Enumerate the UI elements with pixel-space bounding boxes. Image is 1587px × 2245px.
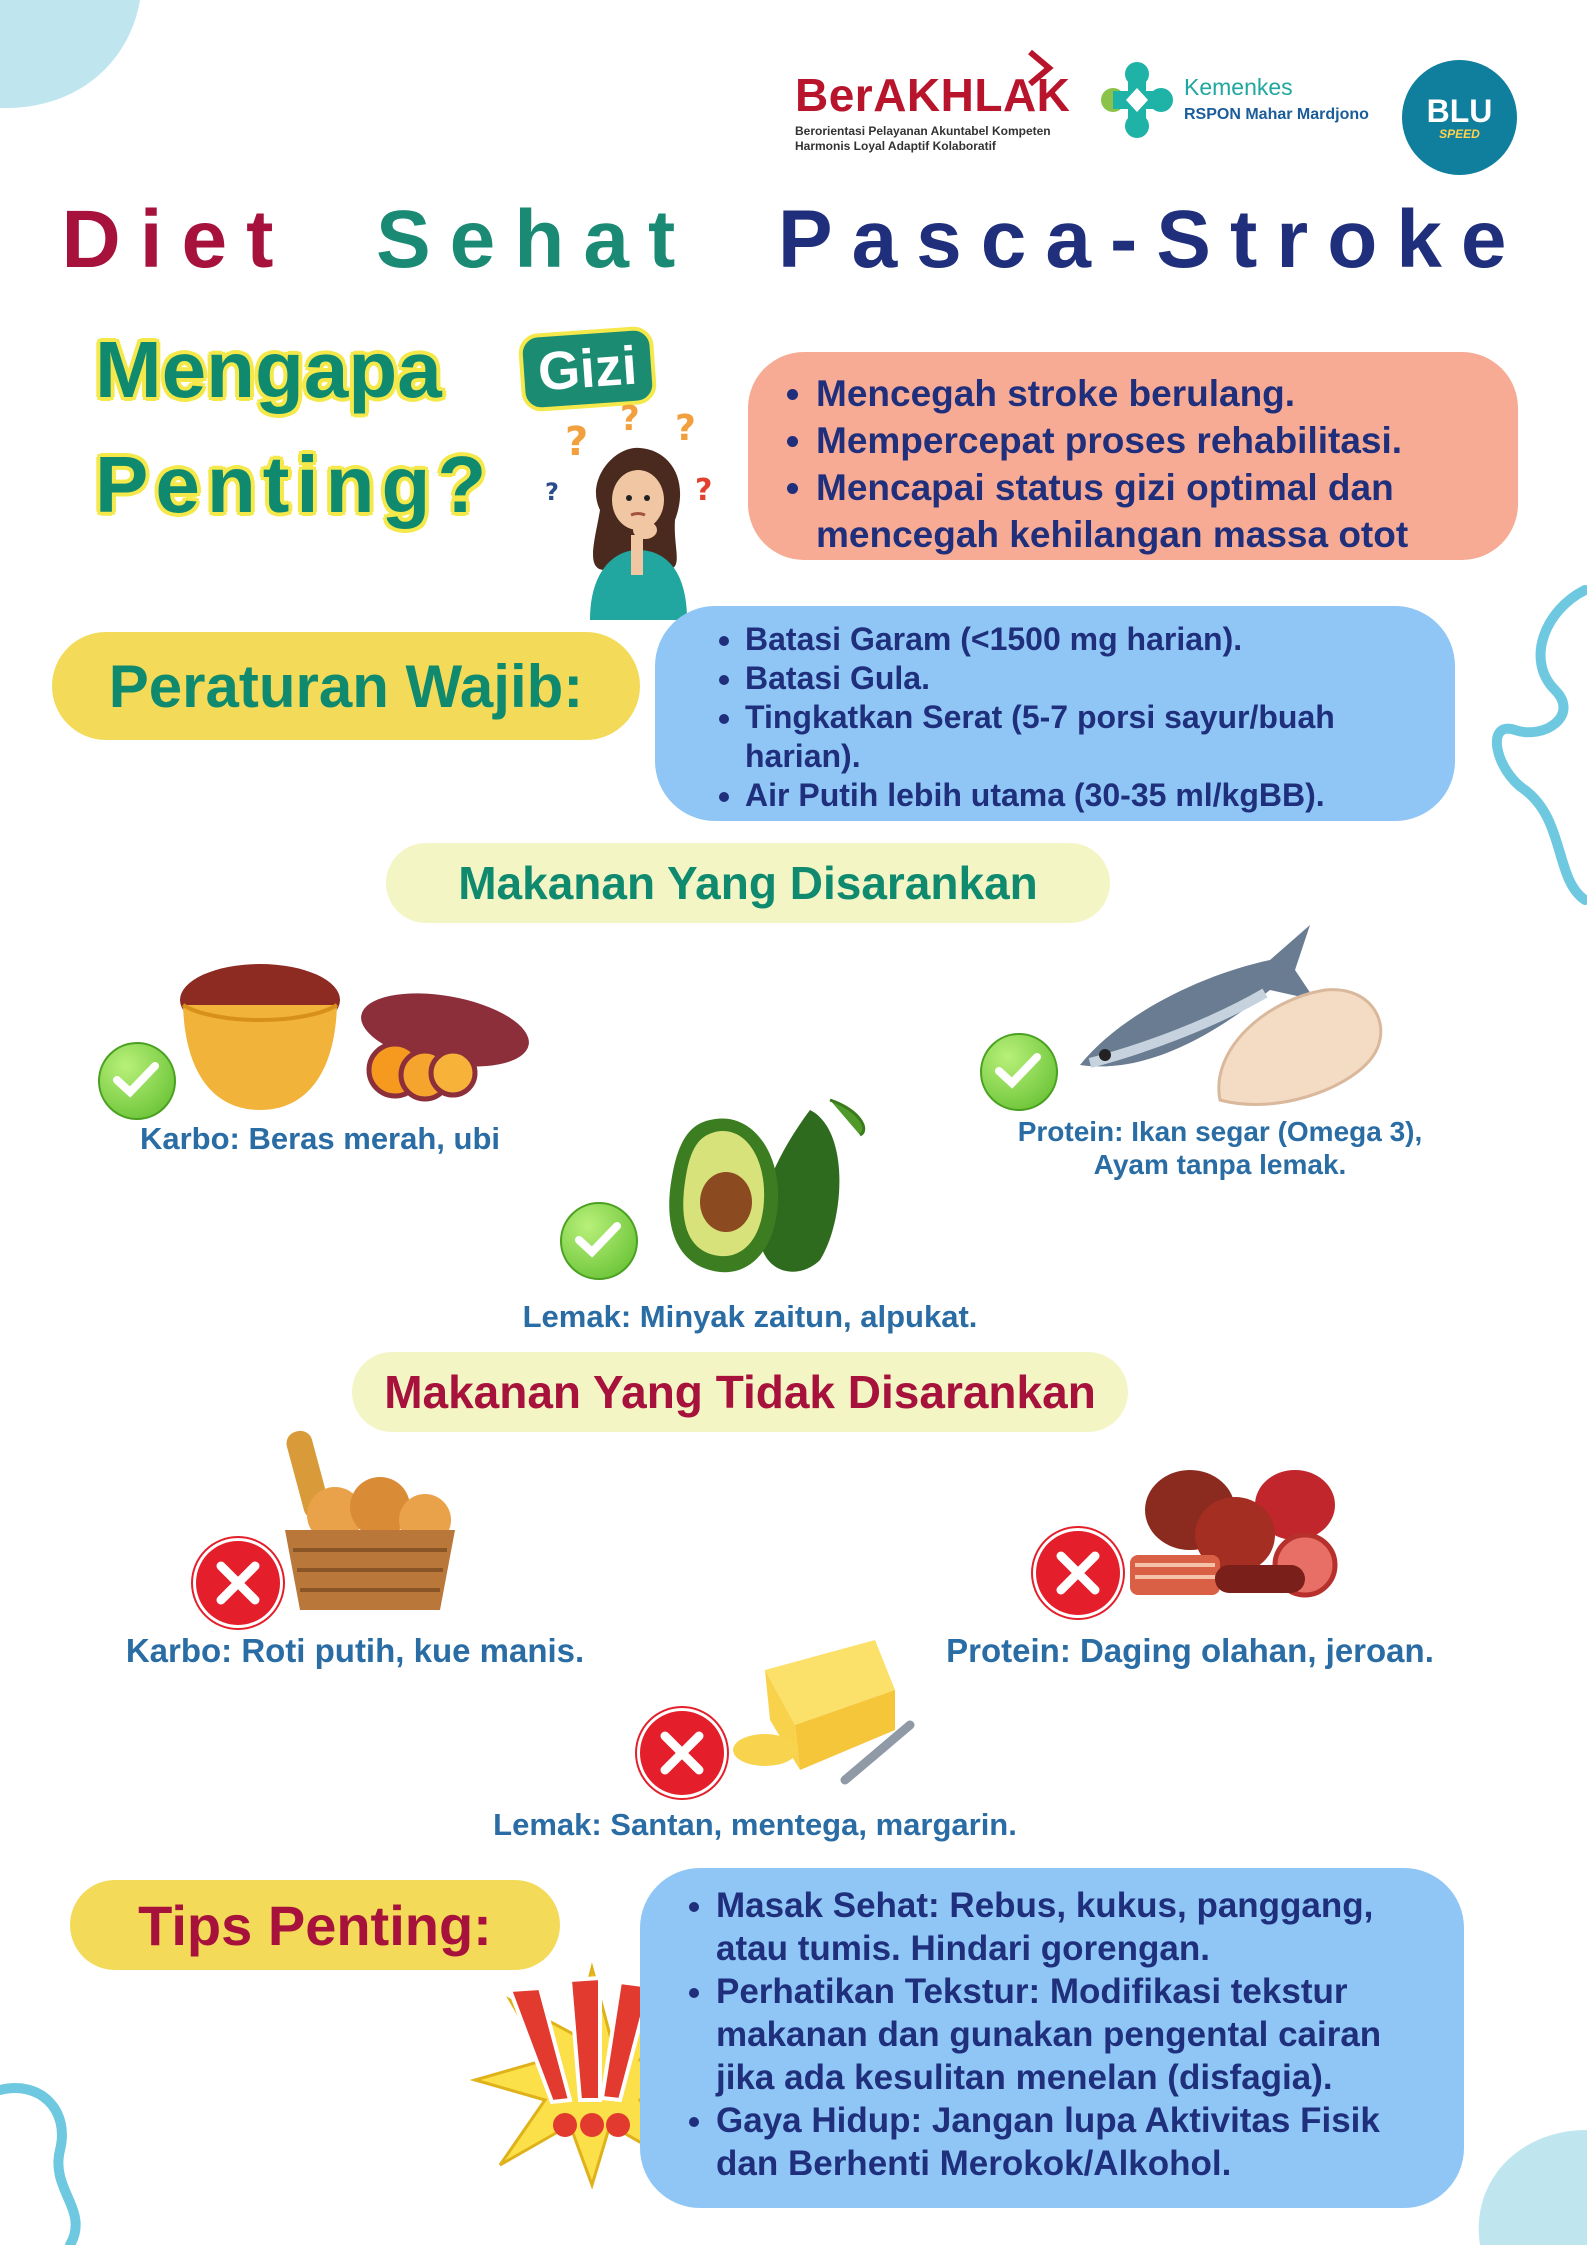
why-heading-line1: Mengapa: [95, 325, 442, 414]
tips-list: [688, 1884, 1448, 2185]
not-recommended-fat-label: Lemak: Santan, mentega, margarin.: [493, 1807, 1017, 1842]
svg-text:?: ?: [565, 419, 589, 465]
list-item: • Air Putih lebih utama (30-35 ml/kgBB).: [745, 776, 1435, 815]
corner-blob-top-left: [0, 0, 150, 115]
recommended-fat-label: Lemak: Minyak zaitun, alpukat.: [522, 1299, 978, 1334]
blu-speed-text: SPEED: [1439, 126, 1480, 141]
list-item: • Tingkatkan Serat (5-7 porsi sayur/buah harian).: [745, 698, 1435, 776]
check-mark-icon: [995, 1051, 1041, 1089]
berakhlak-tagline-1: Berorientasi Pelayanan Akuntabel Kompeten: [795, 124, 1051, 138]
list-item: • Perhatikan Tekstur: Modifikasi tekstur makanan dan gunakan pengental cairan jika ada kesulitan menelan (disfagia).: [716, 1970, 1448, 2099]
x-mark-icon: [657, 1730, 707, 1776]
x-mark-icon: [1053, 1550, 1103, 1596]
why-reasons-list: [788, 370, 1498, 558]
gizi-badge: Gizi: [517, 325, 657, 412]
berakhlak-chevron-icon: [1025, 48, 1055, 88]
tips-label: Tips Penting:: [70, 1880, 560, 1970]
berakhlak-tagline-2: Harmonis Loyal Adaptif Kolaboratif: [795, 139, 996, 153]
kemenkes-emblem-icon: [1100, 60, 1174, 140]
tips-box: [640, 1868, 1464, 2208]
squiggle-bottom-left-decoration: [0, 2070, 120, 2245]
list-item: • Mempercepat proses rehabilitasi.: [816, 417, 1498, 464]
bread-basket-illustration: [275, 1425, 465, 1620]
rules-box: [655, 606, 1455, 821]
squiggle-right-decoration: [1485, 580, 1587, 910]
why-heading-line2: Penting?: [95, 440, 494, 529]
list-item: • Mencapai status gizi optimal dan mencegah kehilangan massa otot: [816, 464, 1498, 558]
recommended-carb-label: Karbo: Beras merah, ubi: [139, 1121, 501, 1156]
brown-rice-bowl-illustration: [175, 955, 345, 1115]
kemenkes-logo: [1100, 58, 1400, 148]
processed-meat-illustration: [1120, 1465, 1355, 1615]
title-word-sehat: Sehat: [375, 194, 695, 285]
rules-label: Peraturan Wajib:: [52, 632, 640, 740]
title-word-pasca-stroke: Pasca-Stroke: [777, 194, 1526, 285]
blu-speed-logo: [1402, 60, 1517, 175]
rules-list: [721, 620, 1435, 815]
chicken-breast-illustration: [1205, 980, 1390, 1115]
list-item: • Batasi Gula.: [745, 659, 1435, 698]
butter-illustration: [725, 1630, 920, 1795]
list-item: • Batasi Garam (<1500 mg harian).: [745, 620, 1435, 659]
list-item: • Mencegah stroke berulang.: [816, 370, 1498, 417]
svg-text:?: ?: [545, 478, 559, 506]
list-item: • Masak Sehat: Rebus, kukus, panggang, atau tumis. Hindari gorengan.: [716, 1884, 1448, 1970]
not-recommended-carb-label: Karbo: Roti putih, kue manis.: [125, 1632, 585, 1669]
recommended-protein-label-2: Ayam tanpa lemak.: [1093, 1149, 1347, 1180]
list-item: • Gaya Hidup: Jangan lupa Aktivitas Fisik dan Berhenti Merokok/Alkohol.: [716, 2099, 1448, 2185]
blu-text: BLU: [1426, 92, 1493, 129]
not-recommended-protein-label: Protein: Daging olahan, jeroan.: [946, 1632, 1434, 1669]
check-mark-icon: [113, 1060, 159, 1098]
not-recommended-foods-heading: Makanan Yang Tidak Disarankan: [352, 1352, 1128, 1432]
berakhlak-wordmark: BerAKHLAK: [795, 69, 1071, 121]
check-mark-icon: [575, 1220, 621, 1258]
recommended-protein-label-1: Protein: Ikan segar (Omega 3),: [1017, 1116, 1423, 1147]
svg-text:?: ?: [695, 473, 713, 508]
page-title: [0, 190, 1587, 290]
svg-text:?: ?: [675, 408, 696, 449]
recommended-foods-heading: Makanan Yang Disarankan: [386, 843, 1110, 923]
sweet-potato-illustration: [335, 985, 535, 1105]
thinking-woman-illustration: [545, 400, 730, 620]
why-reasons-box: [748, 352, 1518, 560]
x-mark-icon: [213, 1560, 263, 1606]
title-word-diet: Diet: [61, 194, 293, 285]
avocado-illustration: [660, 1090, 880, 1280]
kemenkes-name: Kemenkes: [1184, 74, 1293, 100]
rspon-name: RSPON Mahar Mardjono: [1184, 106, 1369, 123]
svg-text:?: ?: [620, 400, 640, 439]
